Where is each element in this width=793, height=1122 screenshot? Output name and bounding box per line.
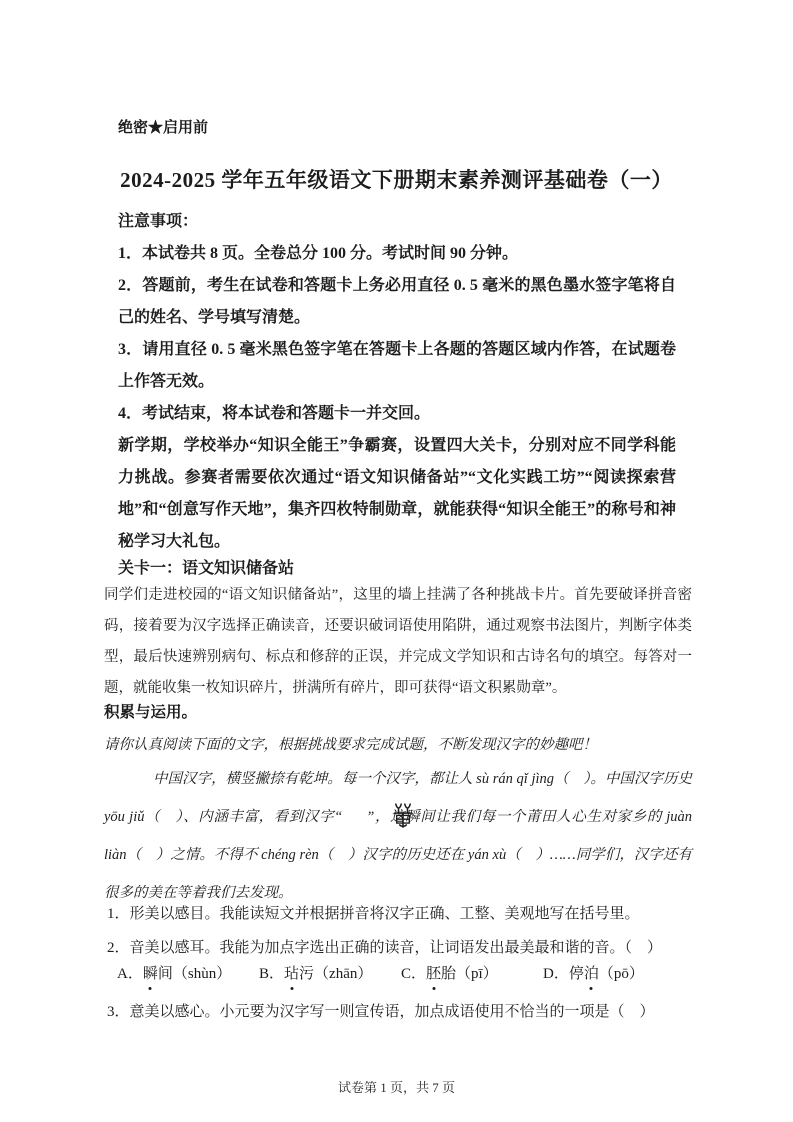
question-2-options [117, 961, 697, 987]
option-c [401, 961, 543, 987]
stage-one-heading: 关卡一：语文知识储备站 [118, 560, 295, 577]
dotted-character: 瞬 [143, 961, 158, 987]
dotted-character: 胚 [426, 961, 441, 987]
option-b [259, 961, 401, 987]
security-classification: 绝密★启用前 [118, 120, 209, 136]
reading-instruction: 请你认真阅读下面的文字，根据挑战要求完成试题，不断发现汉字的妙趣吧！ [104, 737, 597, 753]
question-1: 1．形美以感目。我能读短文并根据拼音将汉字正确、工整、美观地写在括号里。 [107, 906, 640, 922]
notice-item: 2．答题前，考生在试卷和答题卡上务必用直径 0. 5 毫米的黑色墨水签字笔将自己的姓名、学号填写清楚。 [118, 277, 676, 326]
option-a [117, 961, 259, 987]
pinyin-passage [104, 760, 692, 912]
option-text: 胎（pī） [441, 966, 498, 982]
notice-section [118, 206, 676, 558]
passage-text-after: ”，这瞬间让我们每一个莆田人心生对家乡的 juàn liàn（ ）之情。不得不 chéng rèn（ ）汉字的历史还在 yán xù（ ）……同学们，汉字还有很多的美在等着我们去发现。 [104, 809, 693, 901]
stage-one-description: 同学们走进校园的“语文知识储备站”，这里的墙上挂满了各种挑战卡片。首先要破译拼音密码，接着要为汉字选择正确读音，还要识破词语使用陷阱，通过观察书法图片，判断字体类型，最后快速辨别病句、标点和修辞的正误，并完成文学知识和古诗名句的填空。每答对一题，就能收集一枚知识碎片，拼满所有碎片，即可获得“语文积累勋章”。 [104, 587, 692, 696]
option-d [543, 961, 644, 987]
notice-item: 4．考试结束，将本试卷和答题卡一并交回。 [118, 405, 431, 422]
dotted-character: 玷 [284, 961, 299, 987]
option-text: 停 [568, 966, 584, 982]
notice-heading: 注意事项： [118, 213, 199, 230]
contest-intro-paragraph: 新学期，学校举办“知识全能王”争霸赛，设置四大关卡，分别对应不同学科能力挑战。参赛者需要依次通过“语文知识储备站”“文化实践工坊”“阅读探索营地”和“创意写作天地”，集齐四枚特制勋章，就能获得“知识全能王”的称号和神秘学习大礼包。 [118, 437, 676, 550]
accumulation-subheading: 积累与运用。 [104, 704, 198, 721]
passage-text-before: 中国汉字，横竖撇捺有乾坤。每一个汉字，都让人 sù rán qǐ jìng（ ）。中国汉字历史 yōu jiǔ（ ）、内涵丰富，看到汉字“ [104, 771, 692, 825]
question-3: 3．意美以感心。小元要为汉字写一则宣传语，加点成语使用不恰当的一项是（ ） [107, 1004, 655, 1020]
option-text: 间（shùn） [157, 966, 232, 982]
notice-item: 3．请用直径 0. 5 毫米黑色签字笔在答题卡上各题的答题区域内作答，在试题卷上作答无效。 [118, 341, 676, 390]
option-label: D． [543, 966, 569, 982]
notice-item: 1．本试卷共 8 页。全卷总分 100 分。考试时间 90 分钟。 [118, 245, 519, 262]
option-text: （pō） [598, 966, 644, 982]
option-label: A． [117, 966, 143, 982]
page-number-footer: 试卷第 1 页，共 7 页 [337, 1080, 455, 1095]
option-text: 污（zhān） [299, 966, 373, 982]
option-label: C． [401, 966, 427, 982]
seal-script-character-icon [343, 801, 365, 828]
page-title: 2024-2025 学年五年级语文下册期末素养测评基础卷（一） [120, 168, 673, 192]
dotted-character: 泊 [584, 961, 599, 987]
option-label: B． [259, 966, 285, 982]
question-2: 2．音美以感耳。我能为加点字选出正确的读音，让词语发出最美最和谐的音。（ ） [107, 940, 663, 956]
